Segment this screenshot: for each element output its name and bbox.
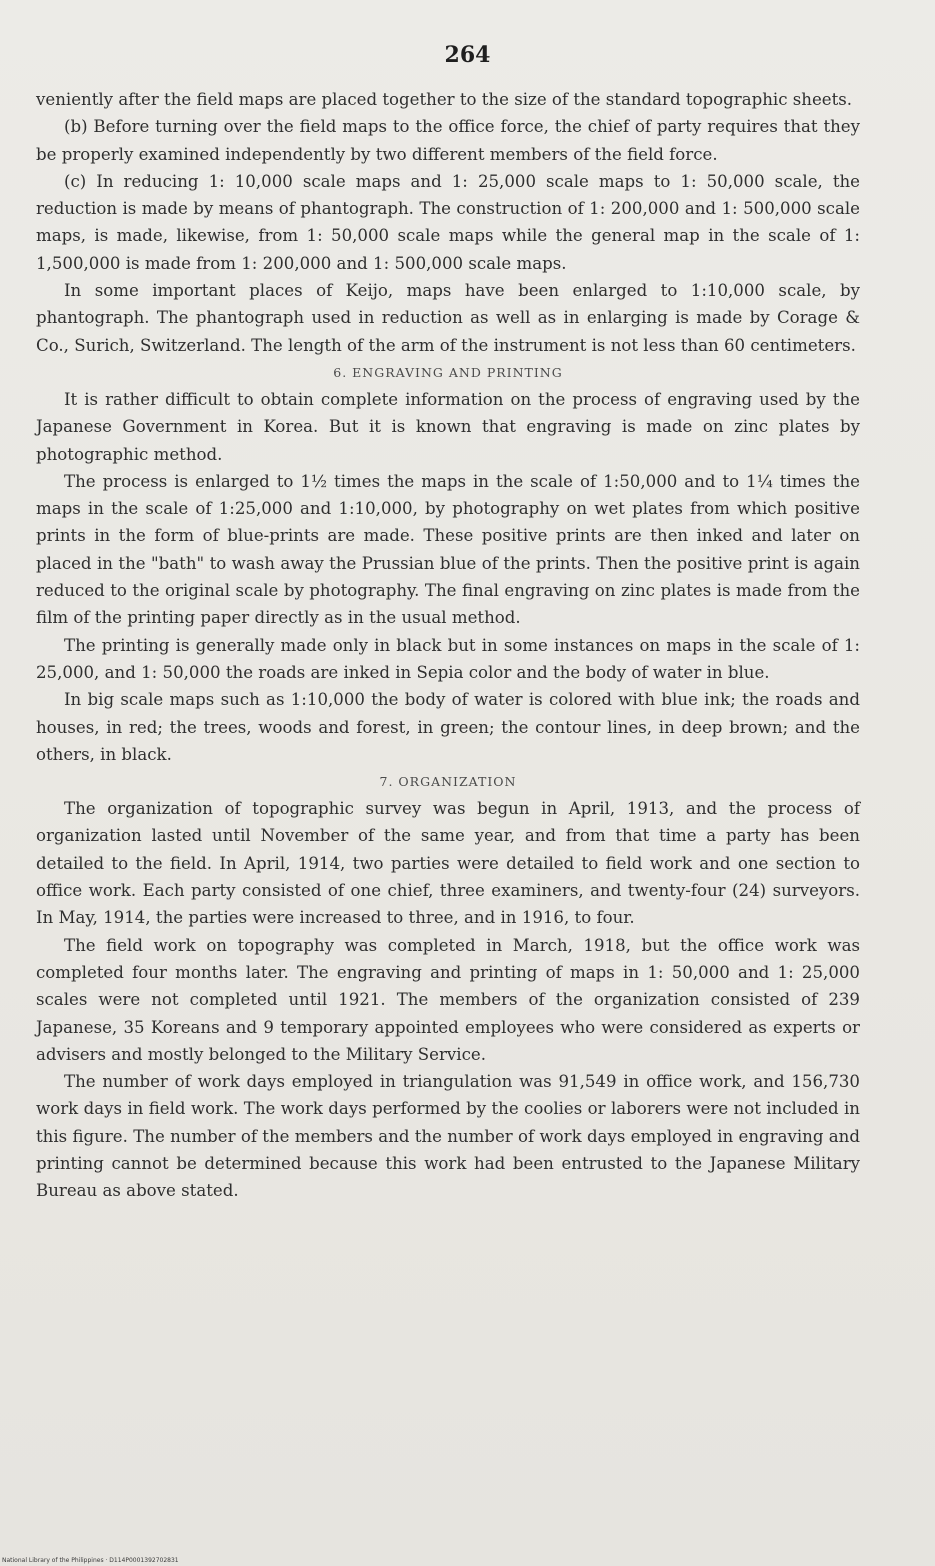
paragraph: The organization of topographic survey was begun in April, 1913, and the process of organization lasted until November of the same year, and from that time a party has been detailed to the field. In April, 1914, two parties were detailed to field work and one section to office work. Each party consisted of one chief, three examiners, and twenty-four (24) surveyors. In May, 1914, the parties were increased to three, and in 1916, to four. xyxy=(36,799,860,928)
footer-credit: National Library of the Philippines · D114P0001392702831 xyxy=(2,1557,179,1564)
section-heading-engraving: 6. ENGRAVING AND PRINTING xyxy=(333,364,563,380)
page-number: 264 xyxy=(444,42,491,68)
body-text xyxy=(36,86,860,1205)
paragraph: In big scale maps such as 1:10,000 the body of water is colored with blue ink; the roads and houses, in red; the trees, woods and forest, in green; the contour lines, in deep brown; and the others, in black. xyxy=(36,690,860,764)
paragraph: (c) In reducing 1: 10,000 scale maps and 1: 25,000 scale maps to 1: 50,000 scale, the reduction is made by means of phantograph. The construction of 1: 200,000 and 1: 500,000 scale maps, is made, likewise, from 1: 50,000 scale maps while the general map in the scale of 1: 1,500,000 is made from 1: 200,000 and 1: 500,000 scale maps. xyxy=(36,171,860,273)
paragraph: In some important places of Keijo, maps have been enlarged to 1:10,000 scale, by phantograph. The phantograph used in reduction as well as in enlarging is made by Corage & Co., Surich, Switzerland. The length of the arm of the instrument is not less than 60 centimeters. xyxy=(36,281,860,355)
section-heading-organization: 7. ORGANIZATION xyxy=(379,774,517,790)
paragraph: The number of work days employed in triangulation was 91,549 in office work, and 156,730 work days in field work. The work days performed by the coolies or laborers were not included in this figure. The number of the members and the number of work days employed in engraving and printing cannot be determined because this work had been entrusted to the Japanese Military Bureau as above stated. xyxy=(36,1072,860,1201)
paragraph: veniently after the field maps are placed together to the size of the standard topographic sheets. xyxy=(36,90,853,109)
paragraph: The printing is generally made only in black but in some instances on maps in the scale of 1: 25,000, and 1: 50,000 the roads are inked in Sepia color and the body of water in blue. xyxy=(36,635,860,682)
paragraph: It is rather difficult to obtain complete information on the process of engraving used by the Japanese Government in Korea. But it is known that engraving is made on zinc plates by photographic method. xyxy=(36,389,860,464)
paragraph: (b) Before turning over the field maps to the office force, the chief of party requires that they be properly examined independently by two different members of the field force. xyxy=(36,117,860,164)
paragraph: The process is enlarged to 1½ times the maps in the scale of 1:50,000 and to 1¼ times the maps in the scale of 1:25,000 and 1:10,000, by photography on wet plates from which positive prints in the form of blue-prints are made. These positive prints are then inked and later on placed in the "bath" to wash away the Prussian blue of the prints. Then the positive print is again reduced to the original scale by photography. The final engraving on zinc plates is made from the film of the printing paper directly as in the usual method. xyxy=(36,471,860,628)
paragraph: The field work on topography was completed in March, 1918, but the office work was completed four months later. The engraving and printing of maps in 1: 50,000 and 1: 25,000 scales were not completed until 1921. The members of the organization consisted of 239 Japanese, 35 Koreans and 9 temporary appointed employees who were considered as experts or advisers and mostly belonged to the Military Service. xyxy=(36,935,860,1064)
